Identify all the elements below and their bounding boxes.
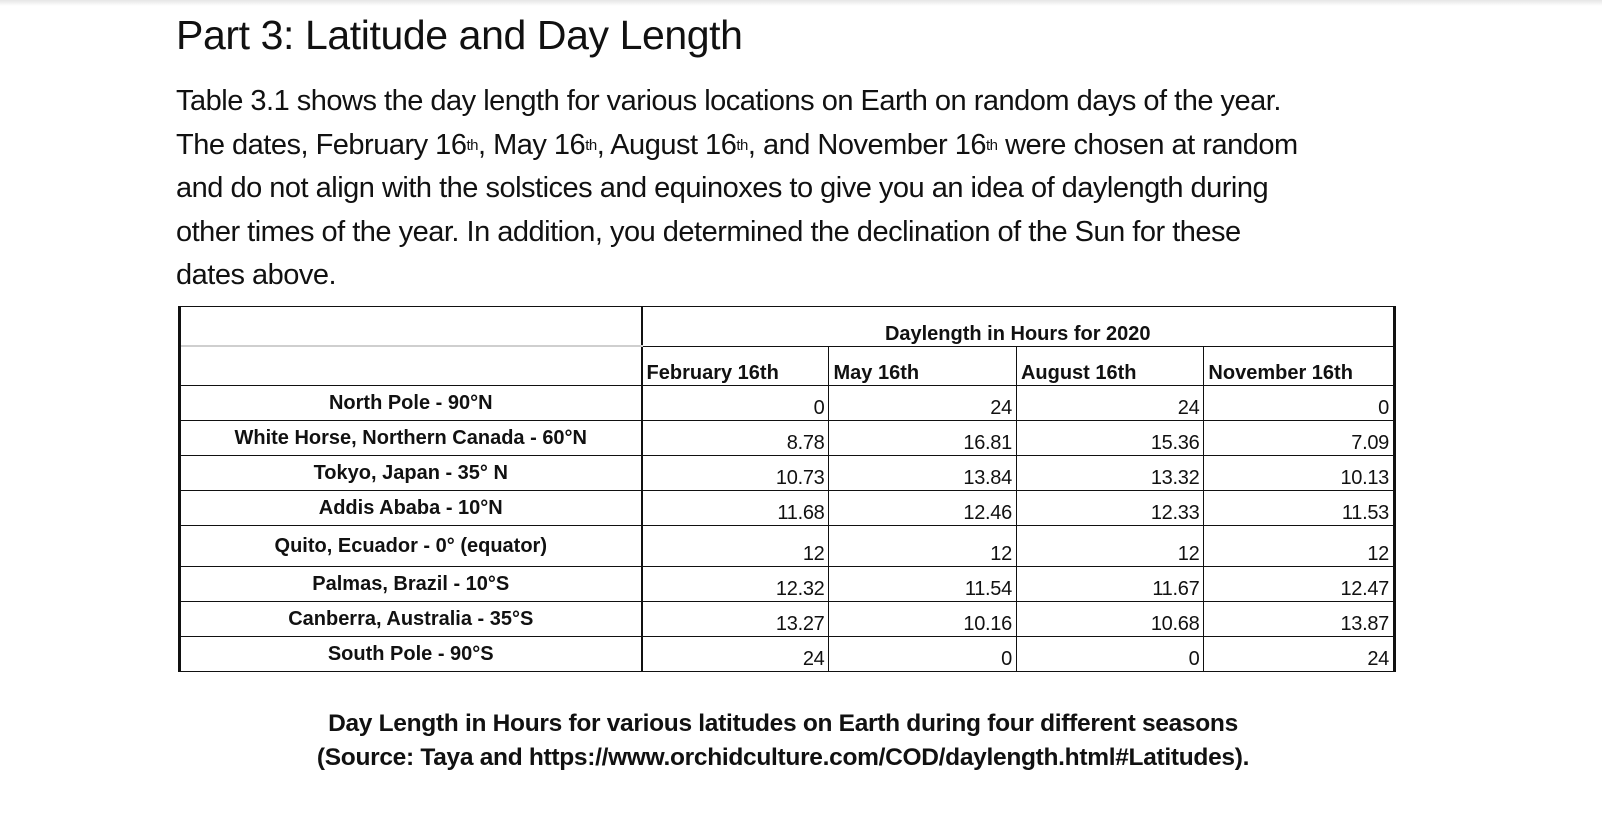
value-cell: 12	[1204, 526, 1395, 567]
value-cell: 12.47	[1204, 567, 1395, 602]
location-cell: North Pole - 90°N	[180, 386, 642, 421]
ordinal-sup: th	[986, 136, 998, 154]
ordinal-sup: th	[466, 136, 478, 154]
location-cell: Quito, Ecuador - 0° (equator)	[180, 526, 642, 567]
value-cell: 12.33	[1016, 491, 1203, 526]
value-cell: 13.27	[642, 602, 829, 637]
intro-line-1: Table 3.1 shows the day length for various locations on Earth on random days of the year.	[176, 85, 1281, 117]
intro-line-3: and do not align with the solstices and equinoxes to give you an idea of daylength during	[176, 172, 1269, 204]
value-cell: 12	[829, 526, 1016, 567]
location-cell: White Horse, Northern Canada - 60°N	[180, 421, 642, 456]
intro-text: , May 16	[477, 128, 586, 161]
location-cell: Palmas, Brazil - 10°S	[180, 567, 642, 602]
intro-paragraph	[176, 80, 1396, 298]
value-cell: 16.81	[829, 421, 1016, 456]
value-cell: 8.78	[642, 421, 829, 456]
location-cell: Tokyo, Japan - 35° N	[180, 456, 642, 491]
column-header-nov: November 16th	[1204, 346, 1395, 386]
location-cell: South Pole - 90°S	[180, 637, 642, 672]
value-cell: 24	[829, 386, 1016, 421]
value-cell: 13.87	[1204, 602, 1395, 637]
table-caption-line-1: Day Length in Hours for various latitudes on Earth during four different seasons	[328, 710, 1238, 737]
ordinal-sup: th	[585, 136, 597, 154]
value-cell: 0	[829, 637, 1016, 672]
value-cell: 24	[642, 637, 829, 672]
intro-line-2	[176, 124, 1396, 168]
value-cell: 24	[1204, 637, 1395, 672]
table-header-row	[180, 346, 1395, 386]
column-header-may: May 16th	[829, 346, 1016, 386]
table-row	[180, 526, 1395, 567]
value-cell: 11.67	[1016, 567, 1203, 602]
value-cell: 13.32	[1016, 456, 1203, 491]
value-cell: 0	[1016, 637, 1203, 672]
value-cell: 10.68	[1016, 602, 1203, 637]
table-row	[180, 602, 1395, 637]
table-row	[180, 421, 1395, 456]
table-row	[180, 491, 1395, 526]
location-cell: Canberra, Australia - 35°S	[180, 602, 642, 637]
value-cell: 12.32	[642, 567, 829, 602]
table-title-row	[180, 307, 1395, 347]
intro-text: The dates, February 16	[176, 128, 467, 161]
value-cell: 12	[642, 526, 829, 567]
location-cell: Addis Ababa - 10°N	[180, 491, 642, 526]
value-cell: 12	[1016, 526, 1203, 567]
table-title: Daylength in Hours for 2020	[642, 307, 1395, 347]
table-caption-line-2: (Source: Taya and https://www.orchidculture.com/COD/daylength.html#Latitudes).	[316, 744, 1250, 771]
table-row	[180, 567, 1395, 602]
column-header-feb: February 16th	[642, 346, 829, 386]
value-cell: 7.09	[1204, 421, 1395, 456]
table-row	[180, 637, 1395, 672]
intro-text: , and November 16	[747, 128, 986, 161]
value-cell: 15.36	[1016, 421, 1203, 456]
value-cell: 10.16	[829, 602, 1016, 637]
table-corner-cell	[180, 307, 642, 347]
value-cell: 10.13	[1204, 456, 1395, 491]
value-cell: 10.73	[642, 456, 829, 491]
intro-text: were chosen at random	[997, 128, 1298, 161]
value-cell: 12.46	[829, 491, 1016, 526]
value-cell: 11.68	[642, 491, 829, 526]
value-cell: 24	[1016, 386, 1203, 421]
column-header-aug: August 16th	[1016, 346, 1203, 386]
value-cell: 0	[642, 386, 829, 421]
value-cell: 11.53	[1204, 491, 1395, 526]
value-cell: 0	[1204, 386, 1395, 421]
page-title: Part 3: Latitude and Day Length	[176, 12, 743, 58]
intro-line-5: dates above.	[176, 259, 337, 291]
intro-text: , August 16	[596, 128, 737, 161]
daylength-table	[178, 306, 1396, 672]
ordinal-sup: th	[736, 136, 748, 154]
table-row	[180, 386, 1395, 421]
value-cell: 11.54	[829, 567, 1016, 602]
intro-line-4: other times of the year. In addition, you determined the declination of the Sun for these	[176, 215, 1241, 248]
top-shadow	[0, 0, 1602, 6]
value-cell: 13.84	[829, 456, 1016, 491]
table-row	[180, 456, 1395, 491]
table-header-empty	[180, 346, 642, 386]
